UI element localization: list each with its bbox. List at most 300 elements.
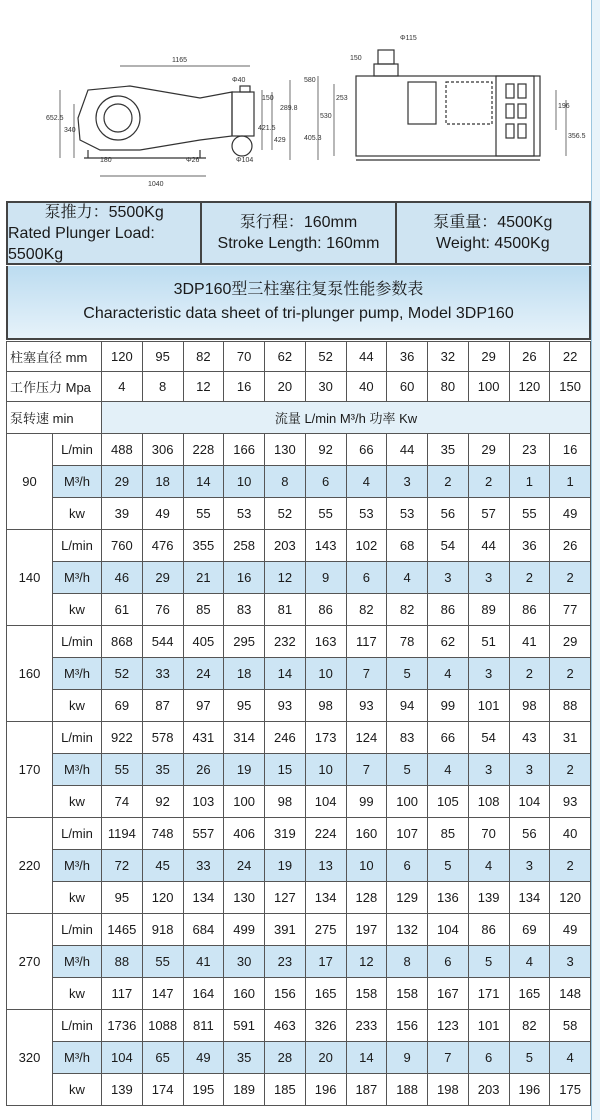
- value-cell: 7: [346, 658, 387, 690]
- table-row: [7, 594, 591, 626]
- spec-stroke-length: [202, 203, 396, 263]
- table-row: [7, 818, 591, 850]
- dim-label: Φ26: [186, 157, 200, 164]
- value-cell: 104: [305, 786, 346, 818]
- value-cell: 55: [102, 754, 143, 786]
- spec-cn: 泵推力：5500Kg: [44, 203, 164, 221]
- value-cell: 1: [509, 466, 550, 498]
- value-cell: 130: [224, 882, 265, 914]
- value-cell: 171: [468, 978, 509, 1010]
- value-cell: 87: [142, 690, 183, 722]
- value-cell: 2: [550, 850, 591, 882]
- plunger-row-cell: 52: [305, 342, 346, 372]
- value-cell: 102: [346, 530, 387, 562]
- value-cell: 55: [142, 946, 183, 978]
- value-cell: 156: [387, 1010, 428, 1042]
- value-cell: 591: [224, 1010, 265, 1042]
- value-cell: 10: [346, 850, 387, 882]
- unit-cell: M³/h: [53, 658, 102, 690]
- dim-label: Φ40: [232, 77, 246, 84]
- spec-en: Weight: 4500Kg: [436, 235, 550, 252]
- value-cell: 319: [265, 818, 306, 850]
- pressure-row-cell: 150: [550, 372, 591, 402]
- value-cell: 3: [509, 754, 550, 786]
- value-cell: 164: [183, 978, 224, 1010]
- value-cell: 134: [509, 882, 550, 914]
- value-cell: 83: [387, 722, 428, 754]
- value-cell: 203: [265, 530, 306, 562]
- value-cell: 86: [468, 914, 509, 946]
- plunger-row-cell: 32: [428, 342, 469, 372]
- value-cell: 69: [102, 690, 143, 722]
- table-row: [7, 498, 591, 530]
- table-row: [7, 434, 591, 466]
- value-cell: 82: [509, 1010, 550, 1042]
- spec-cn: 泵重量：4500Kg: [433, 214, 553, 231]
- value-cell: 406: [224, 818, 265, 850]
- plunger-row-cell: 82: [183, 342, 224, 372]
- value-cell: 160: [224, 978, 265, 1010]
- value-cell: 21: [183, 562, 224, 594]
- value-cell: 104: [428, 914, 469, 946]
- value-cell: 89: [468, 594, 509, 626]
- value-cell: 83: [224, 594, 265, 626]
- value-cell: 128: [346, 882, 387, 914]
- value-cell: 36: [509, 530, 550, 562]
- value-cell: 1465: [102, 914, 143, 946]
- value-cell: 1194: [102, 818, 143, 850]
- value-cell: 70: [468, 818, 509, 850]
- value-cell: 41: [183, 946, 224, 978]
- pressure-row: [7, 372, 591, 402]
- value-cell: 4: [468, 850, 509, 882]
- value-cell: 41: [509, 626, 550, 658]
- value-cell: 165: [509, 978, 550, 1010]
- value-cell: 544: [142, 626, 183, 658]
- value-cell: 78: [387, 626, 428, 658]
- value-cell: 197: [346, 914, 387, 946]
- value-cell: 72: [102, 850, 143, 882]
- value-cell: 88: [102, 946, 143, 978]
- value-cell: 134: [305, 882, 346, 914]
- value-cell: 748: [142, 818, 183, 850]
- speed-cell: 90: [7, 434, 53, 530]
- table-title-en: Characteristic data sheet of tri-plunger pump, Model 3DP160: [83, 305, 514, 322]
- value-cell: 31: [550, 722, 591, 754]
- value-cell: 66: [428, 722, 469, 754]
- value-cell: 40: [550, 818, 591, 850]
- value-cell: 476: [142, 530, 183, 562]
- dim-label: 1040: [148, 181, 164, 188]
- speed-cell: 140: [7, 530, 53, 626]
- value-cell: 2: [468, 466, 509, 498]
- value-cell: 51: [468, 626, 509, 658]
- value-cell: 88: [550, 690, 591, 722]
- unit-cell: M³/h: [53, 1042, 102, 1074]
- crank-housing-circle: [96, 96, 140, 140]
- value-cell: 23: [509, 434, 550, 466]
- value-cell: 918: [142, 914, 183, 946]
- value-cell: 158: [346, 978, 387, 1010]
- value-cell: 14: [183, 466, 224, 498]
- value-cell: 160: [346, 818, 387, 850]
- value-cell: 56: [509, 818, 550, 850]
- value-cell: 120: [142, 882, 183, 914]
- unit-cell: M³/h: [53, 850, 102, 882]
- unit-cell: kw: [53, 690, 102, 722]
- value-cell: 8: [387, 946, 428, 978]
- pump-top-outline: [356, 76, 534, 156]
- table-row: [7, 1042, 591, 1074]
- value-cell: 156: [265, 978, 306, 1010]
- speed-header-row: [7, 402, 591, 434]
- pump-engineering-drawing: [0, 0, 600, 200]
- value-cell: 93: [550, 786, 591, 818]
- value-cell: 107: [387, 818, 428, 850]
- table-row: [7, 850, 591, 882]
- value-cell: 4: [509, 946, 550, 978]
- value-cell: 103: [183, 786, 224, 818]
- performance-table-body: [7, 342, 591, 1106]
- value-cell: 19: [265, 850, 306, 882]
- value-cell: 7: [428, 1042, 469, 1074]
- value-cell: 86: [428, 594, 469, 626]
- value-cell: 130: [265, 434, 306, 466]
- dim-label: 652.5: [46, 115, 64, 122]
- value-cell: 39: [102, 498, 143, 530]
- value-cell: 10: [305, 658, 346, 690]
- dim-label: 405.3: [304, 135, 322, 142]
- value-cell: 3: [468, 658, 509, 690]
- table-row: [7, 658, 591, 690]
- spec-cn: 泵行程：160mm: [239, 214, 358, 231]
- value-cell: 129: [387, 882, 428, 914]
- value-cell: 760: [102, 530, 143, 562]
- value-cell: 187: [346, 1074, 387, 1106]
- value-cell: 684: [183, 914, 224, 946]
- value-cell: 195: [183, 1074, 224, 1106]
- spec-weight: [397, 203, 589, 263]
- value-cell: 922: [102, 722, 143, 754]
- value-cell: 488: [102, 434, 143, 466]
- value-cell: 127: [265, 882, 306, 914]
- value-cell: 578: [142, 722, 183, 754]
- value-cell: 24: [183, 658, 224, 690]
- table-row: [7, 1074, 591, 1106]
- value-cell: 188: [387, 1074, 428, 1106]
- value-cell: 30: [224, 946, 265, 978]
- value-cell: 3: [428, 562, 469, 594]
- spec-summary-box: [6, 201, 591, 265]
- value-cell: 198: [428, 1074, 469, 1106]
- value-cell: 14: [346, 1042, 387, 1074]
- value-cell: 101: [468, 1010, 509, 1042]
- value-cell: 8: [265, 466, 306, 498]
- value-cell: 28: [265, 1042, 306, 1074]
- value-cell: 2: [428, 466, 469, 498]
- value-cell: 101: [468, 690, 509, 722]
- value-cell: 5: [428, 850, 469, 882]
- value-cell: 100: [224, 786, 265, 818]
- value-cell: 355: [183, 530, 224, 562]
- flow-caption: 流量 L/min M³/h 功率 Kw: [102, 402, 591, 434]
- page-edge-strip: [591, 0, 600, 1120]
- value-cell: 19: [224, 754, 265, 786]
- value-cell: 52: [265, 498, 306, 530]
- table-title-cn: 3DP160型三柱塞往复泵性能参数表: [173, 281, 424, 298]
- value-cell: 136: [428, 882, 469, 914]
- value-cell: 117: [102, 978, 143, 1010]
- value-cell: 139: [102, 1074, 143, 1106]
- pressure-row-cell: 16: [224, 372, 265, 402]
- value-cell: 95: [102, 882, 143, 914]
- value-cell: 232: [265, 626, 306, 658]
- value-cell: 2: [550, 658, 591, 690]
- value-cell: 100: [387, 786, 428, 818]
- value-cell: 2: [550, 562, 591, 594]
- value-cell: 4: [428, 658, 469, 690]
- pressure-row-cell: 120: [509, 372, 550, 402]
- unit-cell: kw: [53, 498, 102, 530]
- unit-cell: L/min: [53, 434, 102, 466]
- value-cell: 1088: [142, 1010, 183, 1042]
- value-cell: 306: [142, 434, 183, 466]
- value-cell: 196: [509, 1074, 550, 1106]
- pressure-row-cell: 40: [346, 372, 387, 402]
- unit-cell: M³/h: [53, 754, 102, 786]
- value-cell: 33: [142, 658, 183, 690]
- value-cell: 93: [346, 690, 387, 722]
- unit-cell: L/min: [53, 818, 102, 850]
- value-cell: 55: [183, 498, 224, 530]
- value-cell: 98: [305, 690, 346, 722]
- value-cell: 12: [265, 562, 306, 594]
- value-cell: 3: [387, 466, 428, 498]
- plunger-row: [7, 342, 591, 372]
- value-cell: 77: [550, 594, 591, 626]
- table-row: [7, 786, 591, 818]
- plunger-row-cell: 120: [102, 342, 143, 372]
- value-cell: 20: [305, 1042, 346, 1074]
- dim-label: 580: [304, 77, 316, 84]
- dim-label: 421.5: [258, 125, 276, 132]
- spec-en: Rated Plunger Load: 5500Kg: [8, 224, 155, 263]
- dim-label: 196: [558, 103, 570, 110]
- value-cell: 167: [428, 978, 469, 1010]
- value-cell: 54: [428, 530, 469, 562]
- value-cell: 18: [224, 658, 265, 690]
- value-cell: 15: [265, 754, 306, 786]
- value-cell: 4: [387, 562, 428, 594]
- value-cell: 26: [183, 754, 224, 786]
- value-cell: 14: [265, 658, 306, 690]
- value-cell: 86: [509, 594, 550, 626]
- value-cell: 74: [102, 786, 143, 818]
- value-cell: 35: [224, 1042, 265, 1074]
- plunger-row-cell: 70: [224, 342, 265, 372]
- value-cell: 65: [142, 1042, 183, 1074]
- value-cell: 55: [509, 498, 550, 530]
- pump-drawing-svg: [0, 0, 600, 200]
- value-cell: 61: [102, 594, 143, 626]
- value-cell: 3: [509, 850, 550, 882]
- unit-cell: M³/h: [53, 466, 102, 498]
- unit-cell: M³/h: [53, 946, 102, 978]
- value-cell: 49: [142, 498, 183, 530]
- value-cell: 82: [387, 594, 428, 626]
- value-cell: 53: [387, 498, 428, 530]
- value-cell: 185: [265, 1074, 306, 1106]
- unit-cell: kw: [53, 786, 102, 818]
- value-cell: 6: [346, 562, 387, 594]
- value-cell: 52: [102, 658, 143, 690]
- value-cell: 1: [550, 466, 591, 498]
- table-row: [7, 978, 591, 1010]
- value-cell: 3: [550, 946, 591, 978]
- value-cell: 9: [305, 562, 346, 594]
- pressure-row-cell: 8: [142, 372, 183, 402]
- value-cell: 165: [305, 978, 346, 1010]
- value-cell: 69: [509, 914, 550, 946]
- value-cell: 1736: [102, 1010, 143, 1042]
- value-cell: 4: [428, 754, 469, 786]
- table-row: [7, 882, 591, 914]
- value-cell: 46: [102, 562, 143, 594]
- dim-label: Φ104: [236, 157, 254, 164]
- dim-label: 180: [100, 157, 112, 164]
- unit-cell: kw: [53, 882, 102, 914]
- value-cell: 54: [468, 722, 509, 754]
- suction-flange-circle: [232, 136, 252, 156]
- table-row: [7, 722, 591, 754]
- value-cell: 163: [305, 626, 346, 658]
- value-cell: 49: [550, 498, 591, 530]
- dim-label: 356.5: [568, 133, 586, 140]
- value-cell: 26: [550, 530, 591, 562]
- dim-label: 429: [274, 137, 286, 144]
- table-title-block: [6, 266, 591, 340]
- performance-table: [6, 341, 591, 1106]
- value-cell: 35: [428, 434, 469, 466]
- value-cell: 868: [102, 626, 143, 658]
- value-cell: 97: [183, 690, 224, 722]
- value-cell: 314: [224, 722, 265, 754]
- value-cell: 147: [142, 978, 183, 1010]
- value-cell: 405: [183, 626, 224, 658]
- value-cell: 132: [387, 914, 428, 946]
- value-cell: 58: [550, 1010, 591, 1042]
- value-cell: 4: [550, 1042, 591, 1074]
- spec-plunger-load: [8, 203, 202, 263]
- value-cell: 44: [387, 434, 428, 466]
- value-cell: 92: [142, 786, 183, 818]
- value-cell: 9: [387, 1042, 428, 1074]
- value-cell: 124: [346, 722, 387, 754]
- value-cell: 139: [468, 882, 509, 914]
- value-cell: 10: [305, 754, 346, 786]
- unit-cell: L/min: [53, 914, 102, 946]
- value-cell: 29: [550, 626, 591, 658]
- value-cell: 45: [142, 850, 183, 882]
- value-cell: 68: [387, 530, 428, 562]
- plunger-row-cell: 22: [550, 342, 591, 372]
- value-cell: 99: [346, 786, 387, 818]
- pressure-row-cell: 100: [468, 372, 509, 402]
- value-cell: 53: [224, 498, 265, 530]
- value-cell: 29: [142, 562, 183, 594]
- dim-label: 289.8: [280, 105, 298, 112]
- value-cell: 557: [183, 818, 224, 850]
- dim-label: 253: [336, 95, 348, 102]
- dim-label: Φ115: [400, 35, 417, 42]
- value-cell: 16: [224, 562, 265, 594]
- value-cell: 82: [346, 594, 387, 626]
- table-row: [7, 914, 591, 946]
- value-cell: 44: [468, 530, 509, 562]
- value-cell: 13: [305, 850, 346, 882]
- value-cell: 29: [102, 466, 143, 498]
- value-cell: 4: [346, 466, 387, 498]
- value-cell: 158: [387, 978, 428, 1010]
- pressure-row-cell: 4: [102, 372, 143, 402]
- value-cell: 10: [224, 466, 265, 498]
- pump-side-outline: [78, 86, 232, 150]
- unit-cell: kw: [53, 594, 102, 626]
- value-cell: 5: [468, 946, 509, 978]
- table-row: [7, 946, 591, 978]
- value-cell: 7: [346, 754, 387, 786]
- value-cell: 76: [142, 594, 183, 626]
- value-cell: 5: [387, 658, 428, 690]
- value-cell: 196: [305, 1074, 346, 1106]
- value-cell: 2: [550, 754, 591, 786]
- value-cell: 173: [305, 722, 346, 754]
- value-cell: 62: [428, 626, 469, 658]
- value-cell: 18: [142, 466, 183, 498]
- value-cell: 148: [550, 978, 591, 1010]
- value-cell: 23: [265, 946, 306, 978]
- value-cell: 104: [102, 1042, 143, 1074]
- value-cell: 3: [468, 754, 509, 786]
- value-cell: 56: [428, 498, 469, 530]
- value-cell: 98: [265, 786, 306, 818]
- value-cell: 174: [142, 1074, 183, 1106]
- value-cell: 228: [183, 434, 224, 466]
- unit-cell: L/min: [53, 722, 102, 754]
- value-cell: 94: [387, 690, 428, 722]
- pressure-row-cell: 20: [265, 372, 306, 402]
- speed-cell: 320: [7, 1010, 53, 1106]
- pressure-row-cell: 60: [387, 372, 428, 402]
- unit-cell: L/min: [53, 530, 102, 562]
- dim-label: 530: [320, 113, 332, 120]
- value-cell: 5: [387, 754, 428, 786]
- value-cell: 81: [265, 594, 306, 626]
- value-cell: 166: [224, 434, 265, 466]
- value-cell: 134: [183, 882, 224, 914]
- value-cell: 93: [265, 690, 306, 722]
- pressure-row-cell: 30: [305, 372, 346, 402]
- unit-cell: kw: [53, 1074, 102, 1106]
- value-cell: 189: [224, 1074, 265, 1106]
- value-cell: 95: [224, 690, 265, 722]
- value-cell: 35: [142, 754, 183, 786]
- value-cell: 108: [468, 786, 509, 818]
- plunger-row-cell: 95: [142, 342, 183, 372]
- value-cell: 43: [509, 722, 550, 754]
- plunger-row-cell: 36: [387, 342, 428, 372]
- value-cell: 6: [428, 946, 469, 978]
